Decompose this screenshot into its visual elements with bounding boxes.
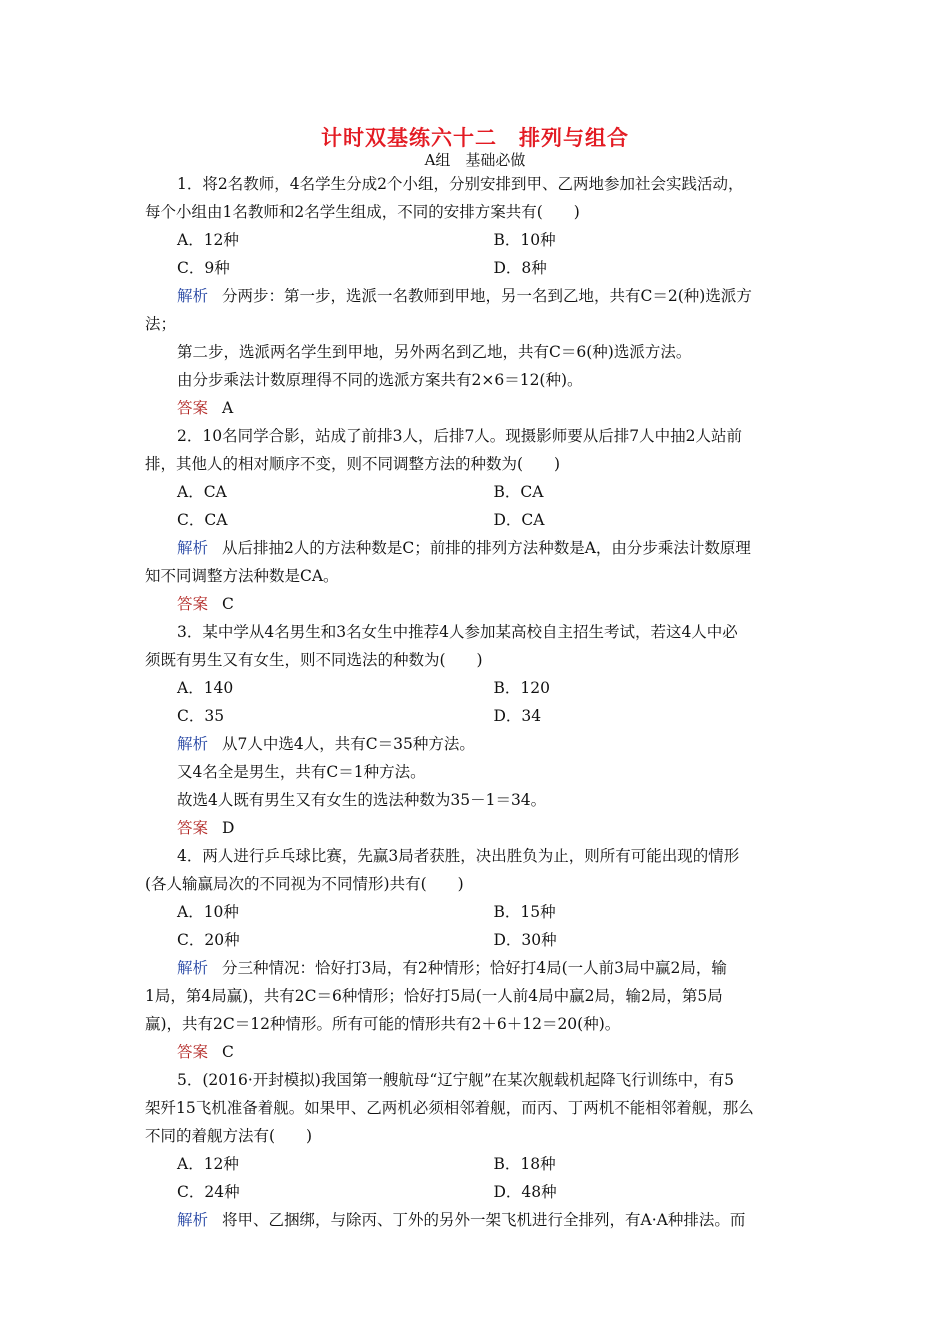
option-b: B．10种 [493, 231, 556, 249]
analysis-line: 又4名全是男生，共有C＝1种方法。 [177, 763, 426, 781]
answer-value: D [222, 819, 235, 837]
section-heading: A组 基础必做 [424, 151, 526, 169]
question-stem-line: 架歼15飞机准备着舰。如果甲、乙两机必须相邻着舰，而丙、丁两机不能相邻着舰，那么 [145, 1099, 754, 1117]
analysis-text: 分三种情况：恰好打3局，有2种情形；恰好打4局(一人前3局中赢2局，输 [222, 959, 727, 977]
question-stem-line: 5．(2016·开封模拟)我国第一艘航母“辽宁舰”在某次舰载机起降飞行训练中，有5 [177, 1071, 735, 1089]
question-stem-line: (各人输赢局次的不同视为不同情形)共有( ) [145, 875, 464, 893]
question-stem-line: 排，其他人的相对顺序不变，则不同调整方法的种数为( ) [145, 455, 561, 473]
question-stem-line: 1．将2名教师，4名学生分成2个小组，分别安排到甲、乙两地参加社会实践活动， [177, 175, 744, 193]
option-c: C．9种 [177, 259, 230, 277]
analysis-line [145, 534, 810, 562]
document-body [145, 170, 810, 1234]
options-row [145, 702, 810, 730]
analysis-text: 从7人中选4人，共有C＝35种方法。 [222, 735, 475, 753]
analysis-label: 解析 [177, 735, 209, 753]
answer-label: 答案 [177, 1043, 209, 1061]
analysis-line: 第二步，选派两名学生到甲地，另外两名到乙地，共有C＝6(种)选派方法。 [177, 343, 692, 361]
options-row [145, 478, 810, 506]
question-stem-line: 2．10名同学合影，站成了前排3人，后排7人。现摄影师要从后排7人中抽2人站前 [177, 427, 743, 445]
analysis-line: 由分步乘法计数原理得不同的选派方案共有2×6＝12(种)。 [177, 371, 583, 389]
question-stem-line: 每个小组由1名教师和2名学生组成，不同的安排方案共有( ) [145, 203, 580, 221]
analysis-label: 解析 [177, 539, 209, 557]
answer-value: C [222, 595, 234, 613]
analysis-label: 解析 [177, 959, 209, 977]
option-c: C．CA [177, 511, 228, 529]
options-row [145, 1178, 810, 1206]
page-title: 计时双基练六十二 排列与组合 [321, 126, 629, 150]
answer-label: 答案 [177, 819, 209, 837]
analysis-line [145, 282, 810, 310]
option-a: A．12种 [177, 1155, 239, 1173]
option-a: A．10种 [177, 903, 239, 921]
options-row [145, 898, 810, 926]
option-c: C．35 [177, 707, 225, 725]
option-b: B．18种 [493, 1155, 556, 1173]
option-b: B．CA [493, 483, 544, 501]
question-stem-line: 须既有男生又有女生，则不同选法的种数为( ) [145, 651, 483, 669]
option-d: D．8种 [493, 259, 547, 277]
answer-label: 答案 [177, 595, 209, 613]
option-d: D．30种 [493, 931, 557, 949]
answer-line [145, 590, 810, 618]
question-stem-line: 3．某中学从4名男生和3名女生中推荐4人参加某高校自主招生考试，若这4人中必 [177, 623, 738, 641]
option-d: D．48种 [493, 1183, 557, 1201]
options-row [145, 506, 810, 534]
analysis-line: 赢)，共有2C＝12种情形。所有可能的情形共有2＋6＋12＝20(种)。 [145, 1015, 621, 1033]
answer-value: C [222, 1043, 234, 1061]
question-2 [145, 422, 810, 618]
analysis-line: 1局，第4局赢)，共有2C＝6种情形；恰好打5局(一人前4局中赢2局，输2局，第5局 [145, 987, 723, 1005]
analysis-line: 法； [145, 315, 177, 333]
analysis-line [145, 730, 810, 758]
analysis-label: 解析 [177, 287, 209, 305]
option-b: B．120 [493, 679, 550, 697]
analysis-label: 解析 [177, 1211, 209, 1229]
answer-value: A [222, 399, 234, 417]
options-row [145, 226, 810, 254]
analysis-line: 故选4人既有男生又有女生的选法种数为35－1＝34。 [177, 791, 547, 809]
options-row [145, 254, 810, 282]
option-c: C．20种 [177, 931, 240, 949]
option-d: D．34 [493, 707, 542, 725]
analysis-line: 知不同调整方法种数是CA。 [145, 567, 339, 585]
answer-label: 答案 [177, 399, 209, 417]
option-d: D．CA [493, 511, 545, 529]
options-row [145, 926, 810, 954]
question-stem-line: 不同的着舰方法有( ) [145, 1127, 313, 1145]
analysis-text: 分两步：第一步，选派一名教师到甲地，另一名到乙地，共有C＝2(种)选派方 [222, 287, 752, 305]
options-row [145, 674, 810, 702]
question-3 [145, 618, 810, 842]
options-row [145, 1150, 810, 1178]
answer-line [145, 1038, 810, 1066]
answer-line [145, 814, 810, 842]
analysis-line [145, 954, 810, 982]
option-a: A．CA [177, 483, 227, 501]
analysis-line [145, 1206, 810, 1234]
question-4 [145, 842, 810, 1066]
answer-line [145, 394, 810, 422]
option-b: B．15种 [493, 903, 556, 921]
analysis-text: 从后排抽2人的方法种数是C；前排的排列方法种数是A，由分步乘法计数原理 [222, 539, 751, 557]
question-stem-line: 4．两人进行乒乓球比赛，先赢3局者获胜，决出胜负为止，则所有可能出现的情形 [177, 847, 740, 865]
option-a: A．12种 [177, 231, 239, 249]
option-c: C．24种 [177, 1183, 240, 1201]
option-a: A．140 [177, 679, 234, 697]
analysis-text: 将甲、乙捆绑，与除丙、丁外的另外一架飞机进行全排列，有A·A种排法。而 [222, 1211, 746, 1229]
question-1 [145, 170, 810, 422]
question-5 [145, 1066, 810, 1234]
